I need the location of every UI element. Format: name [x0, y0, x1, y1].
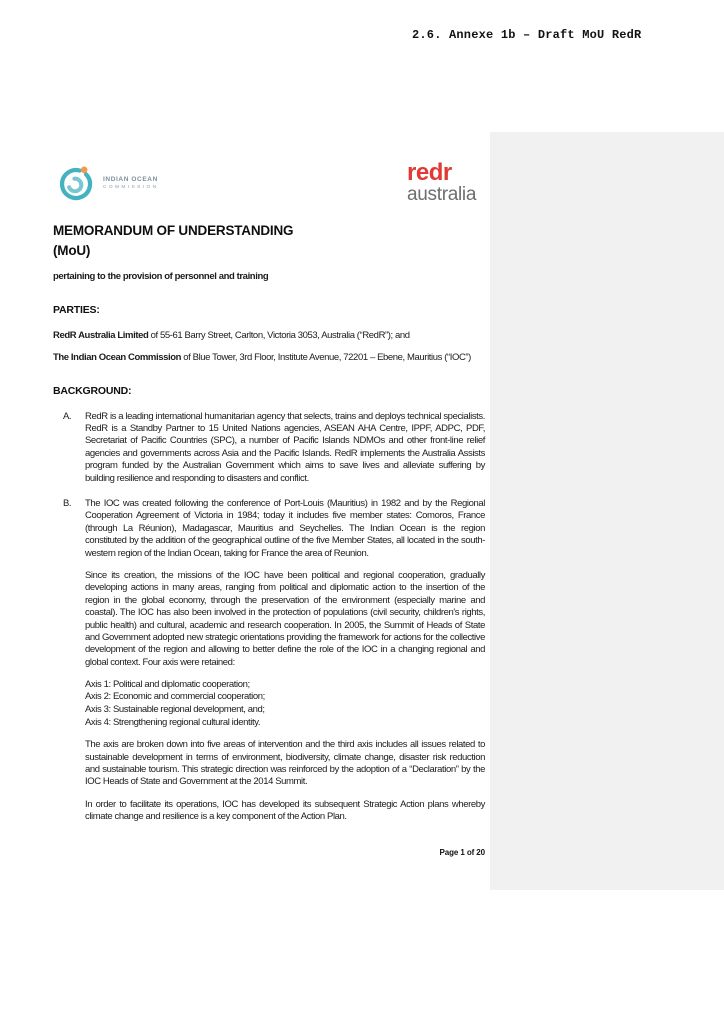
document-body: [53, 221, 485, 833]
party-name-ioc: The Indian Ocean Commission: [53, 351, 182, 363]
page-number: Page 1 of 20: [439, 848, 485, 857]
paragraph-action-plan: In order to facilitate its operations, IOC has developed its subsequent Strategic Action plans whereby climate change and resilience is a key component of the Action Plan.: [85, 798, 485, 823]
ioc-logo-line1: INDIAN OCEAN: [103, 176, 158, 184]
background-item-a-text: RedR is a leading international humanitarian agency that selects, trains and deploys technical specialists. RedR is a Standby Partner to 15 United Nations agencies, ASEAN AHA Centre, IPPF, ADPC, PDF, Secretariat of Pacific Countries (SPC), a number of Pacific Islands NDMOs and other front-line relief agencies and governments across Asia and the Pacific Islands. RedR implements the Australia Assists program funded by the Australian Government which aims to save lives and alleviate suffering by building resilience and responding to disasters and conflict.: [85, 410, 485, 484]
background-item-a: [53, 411, 485, 485]
party-line-ioc: [53, 352, 485, 364]
list-marker-a: A.: [63, 410, 72, 422]
axis-3: Axis 3: Sustainable regional development, and;: [85, 703, 265, 715]
party-details-ioc: of Blue Tower, 3rd Floor, Institute Avenue, 72201 – Ebene, Mauritius (“IOC”): [181, 351, 471, 363]
background-item-b: [53, 498, 485, 560]
axis-1: Axis 1: Political and diplomatic cooperation;: [85, 678, 250, 690]
document-subtitle: pertaining to the provision of personnel and training: [53, 271, 269, 282]
paragraph-ioc-missions: Since its creation, the missions of the IOC have been political and regional cooperation, gradually developing actions in many areas, ranging from political and diplomatic action to the insertion of the region in the global economy, through the preservation of the environment (especially marine and coastal). The IOC has also been involved in the protection of populations (civil security, children's rights, public health) and cultural, academic and research cooperation. In 2005, the Summit of Heads of State and Government adopted new strategic orientations providing the framework for actions for the collective development of the region and allowing to better define the role of the IOC in a changing regional and global context. Four axis were retained:: [85, 570, 485, 668]
parties-heading: PARTIES:: [53, 304, 100, 317]
redr-logo-word: redr: [407, 159, 452, 186]
ioc-swirl-icon: [56, 162, 98, 204]
ioc-logo: [56, 162, 158, 204]
axis-4: Axis 4: Strengthening regional cultural identity.: [85, 716, 261, 728]
document-title-line1: MEMORANDUM OF UNDERSTANDING: [53, 223, 294, 238]
background-heading: BACKGROUND:: [53, 385, 132, 398]
ioc-logo-line2: COMMISSION: [103, 184, 159, 190]
list-marker-b: B.: [63, 497, 72, 509]
axes-list: [85, 679, 485, 729]
scan-gray-area: [490, 132, 724, 890]
party-details-redr: of 55-61 Barry Street, Carlton, Victoria 3053, Australia (“RedR”); and: [148, 329, 410, 341]
ioc-logo-text: [103, 176, 158, 190]
document-title-line2: (MoU): [53, 242, 91, 258]
party-line-redr: [53, 330, 485, 342]
redr-logo: [407, 161, 476, 205]
party-name-redr: RedR Australia Limited: [53, 329, 149, 341]
annex-header: 2.6. Annexe 1b – Draft MoU RedR: [412, 28, 642, 42]
redr-logo-subword: australia: [407, 184, 477, 205]
paragraph-axes-breakdown: The axis are broken down into five areas of intervention and the third axis includes all issues related to sustainable development in terms of environment, biodiversity, climate change, disaster risk reduction and sustainable tourism. This strategic direction was reinforced by the adoption of a “Declaration” by the IOC Heads of State and Government at the 2014 Summit.: [85, 739, 485, 788]
document-title: [53, 221, 485, 260]
background-item-b-text: The IOC was created following the conference of Port-Louis (Mauritius) in 1982 and by the Regional Cooperation Agreement of Victoria in 1984; today it includes five member states: Comoros, France (through La Réunion), Madagascar, Mauritius and Seychelles. The Indian Ocean is the region constituted by the addition of the geographical outline of the five Member States, all located in the south-western region of the Indian Ocean, taking for France the area of Reunion.: [85, 497, 485, 559]
axis-2: Axis 2: Economic and commercial cooperation;: [85, 691, 265, 703]
